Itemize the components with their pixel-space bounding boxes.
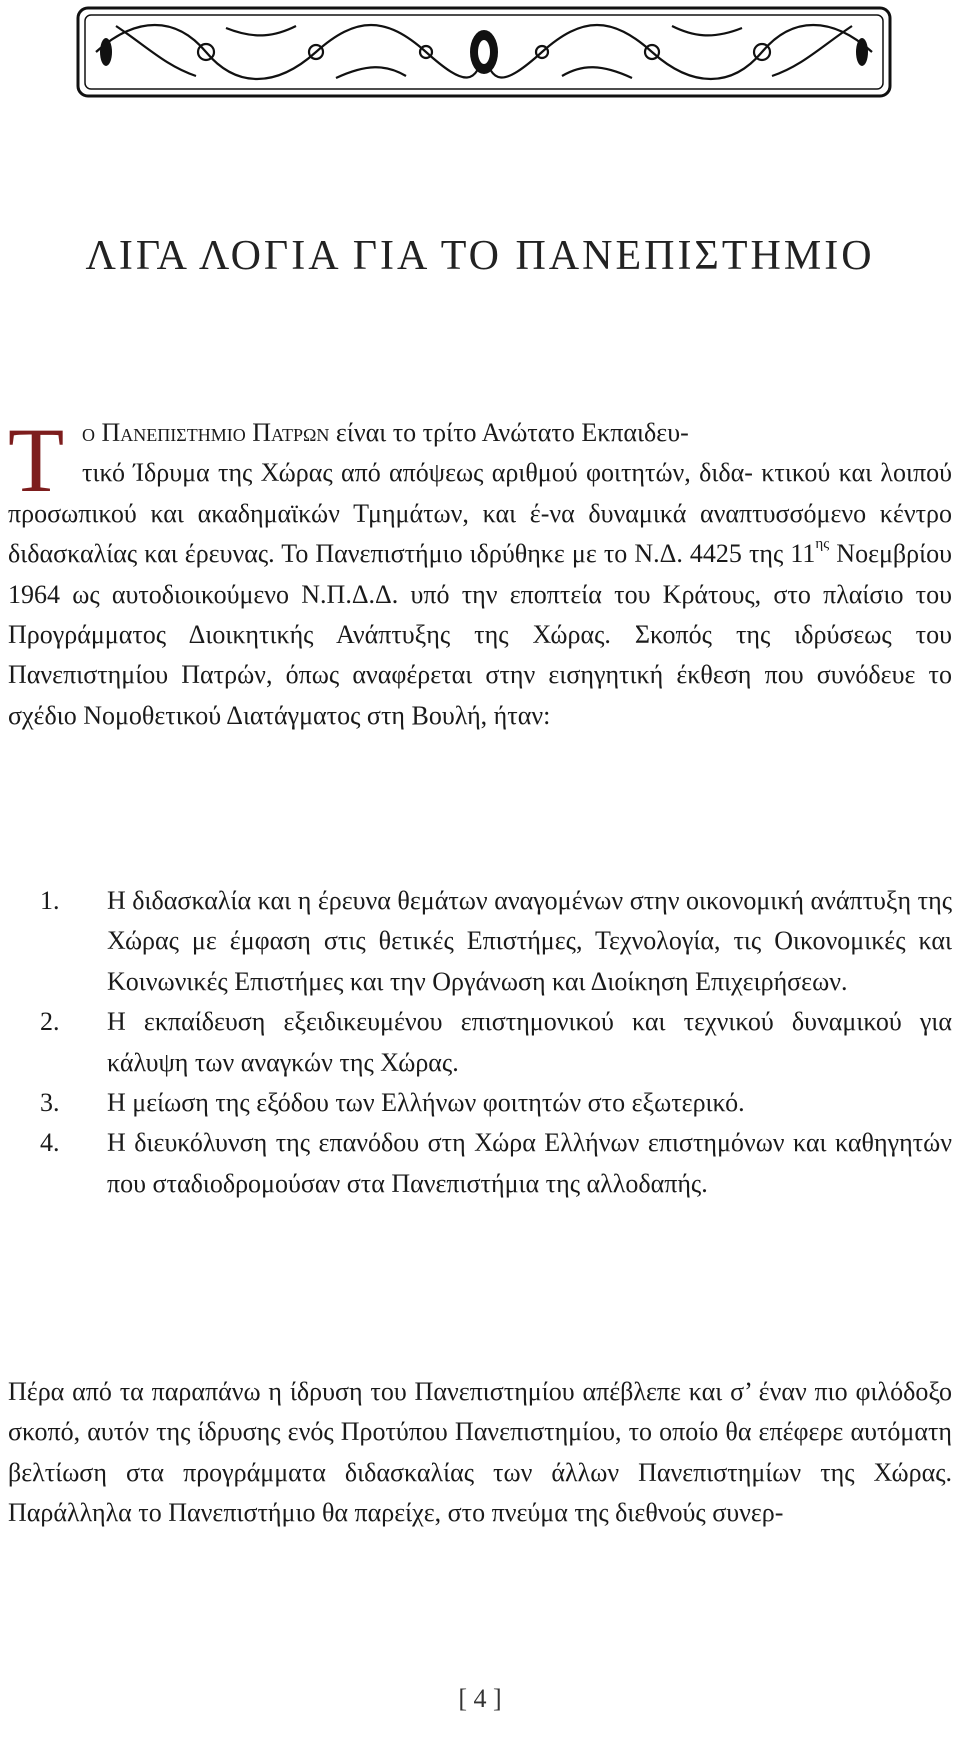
intro-paragraph <box>8 409 953 736</box>
list-item-text: Η εκπαίδευση εξειδικευμένου επιστημονικού και τεχνικού δυναμικού για κάλυψη των αναγκών της Χώρας. <box>107 1007 952 1077</box>
list-item <box>40 1002 952 1083</box>
intro-line-2: τικό Ίδρυμα της Χώρας από απόψεως αριθμού φοιτητών, διδα- <box>82 458 753 488</box>
list-item-number: 1. <box>40 886 60 915</box>
goals-list <box>40 881 952 1204</box>
intro-line-1 <box>8 413 952 453</box>
list-item-text: Η διευκόλυνση της επανόδου στη Χώρα Ελλήνων επιστημόνων και καθηγητών που σταδιοδρομούσαν στα Πανεπιστήμια της αλλοδαπής. <box>107 1128 952 1198</box>
list-item-text: Η μείωση της εξόδου των Ελλήνων φοιτητών στο εξωτερικό. <box>107 1088 745 1118</box>
page-number: [ 4 ] <box>458 1684 502 1713</box>
list-item-number: 4. <box>40 1128 60 1158</box>
ordinal-suffix: ης <box>815 536 830 553</box>
closing-paragraph: Πέρα από τα παραπάνω η ίδρυση του Πανεπιστημίου απέβλεπε και σ’ έναν πιο φιλόδοξο σκοπό, αυτόν της ίδρυσης ενός Προτύπου Πανεπιστημίου, το οποίο θα επέφερε αυτόματη βελτίωση στα προγράμματα διδασκαλίας των άλλων Πανεπιστημίων της Χώρας. Παράλληλα το Πανεπιστήμιο θα παρείχε, στο πνεύμα της διεθνούς συνερ- <box>8 1377 952 1528</box>
intro-text-after-sup: Νοεμβρίου 1964 ως αυτοδιοικούμενο Ν.Π.Δ.Δ. υπό την εποπτεία του Κράτους, στο πλαίσιο του Προγράμματος Διοικητικής Ανάπτυξης της Χώρας. Σκοπός της ιδρύσεως του Πανεπιστημίου Πατρών, όπως αναφέρεται στην εισηγητική έκθεση που συνόδευε το σχέδιο Νομοθετικού Διατάγματος στη Βουλή, ήταν: <box>8 539 952 730</box>
drop-cap: Τ <box>8 409 65 511</box>
list-item-text: Η διδασκαλία και η έρευνα θεμάτων αναγομένων στην οικονομική ανάπτυξη της Χώρας με έμφαση στις θετικές Επιστήμες, Τεχνολογία, τις Οικονομικές και Κοινωνικές Επιστήμες και την Οργάνωση και Διοίκηση Επιχειρήσεων. <box>107 886 952 996</box>
list-item-number: 3. <box>40 1088 60 1118</box>
decorative-header-ornament <box>76 6 892 98</box>
intro-text-before-sup: κτικού και λοιπού προσωπικού και ακαδημαϊκών Τμημάτων, και έ-να δυναμικά αναπτυσσόμενο κέντρο διδασκαλίας και έρευνας. Το Πανεπιστήμιο ιδρύθηκε με το Ν.Δ. 4425 της 11 <box>8 458 953 569</box>
intro-line-1-rest: είναι το τρίτο Ανώτατο Εκπαιδευ- <box>329 418 689 447</box>
list-item-number: 2. <box>40 1007 60 1037</box>
university-name-smallcaps: ο Πανεπιστημιο Πατρων <box>82 418 330 447</box>
list-item <box>40 881 952 1002</box>
page-title: ΛΙΓΑ ΛΟΓΙΑ ΓΙΑ ΤΟ ΠΑΝΕΠΙΣΤΗΜΙΟ <box>85 233 875 279</box>
list-item <box>40 1123 952 1204</box>
list-item <box>40 1083 952 1123</box>
